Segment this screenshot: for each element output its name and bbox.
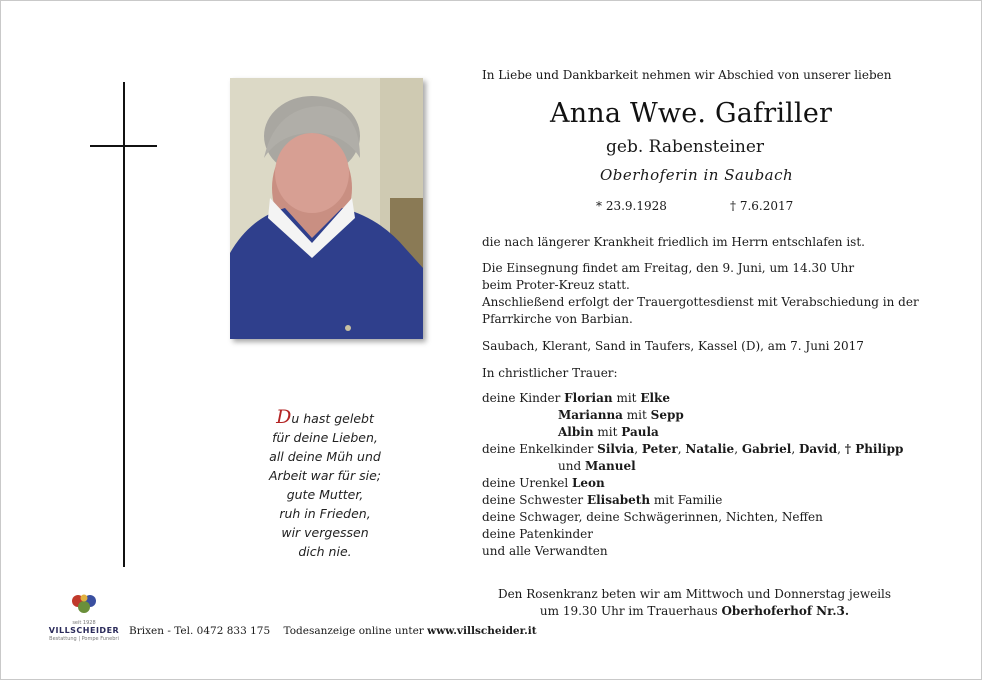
connector: mit [616, 391, 637, 405]
poem-line: für deine Lieben, [272, 430, 378, 445]
child-name: Marianna [558, 408, 623, 422]
maiden-name: geb. Rabensteiner [606, 137, 765, 157]
birth-date: * 23.9.1928 [596, 199, 667, 213]
logo-tagline: Bestattung | Pompe Funebri [49, 636, 119, 642]
great-grandchild-line [482, 475, 922, 492]
in-laws-line: deine Schwager, deine Schwägerinnen, Nichten, Neffen [482, 510, 823, 524]
grandchild-name: Silvia [597, 442, 635, 456]
great-grandchild-label: deine Urenkel [482, 476, 569, 490]
poem-first-line [230, 408, 420, 428]
poem-line: all deine Müh und [269, 449, 381, 464]
sister-line [482, 492, 922, 509]
child-name: Albin [558, 425, 594, 439]
residence: Oberhoferin in Saubach [600, 166, 794, 184]
grandchildren-line [482, 458, 922, 475]
grandchild-deceased: † Philipp [844, 442, 904, 456]
grandchild-name: Gabriel [741, 442, 792, 456]
grandchild-name: Manuel [584, 459, 636, 473]
sister-suffix: mit Familie [653, 493, 723, 507]
spouse-name: Sepp [650, 408, 684, 422]
grandchildren-line: deine Enkelkinder Silvia, Peter, Natalie, Gabriel, David, † Philipp [482, 442, 904, 456]
logo-name: VILLSCHEIDER [48, 626, 120, 635]
cross-icon [123, 82, 125, 567]
sister-name: Elisabeth [586, 493, 651, 507]
passing-text: die nach längerer Krankheit friedlich im Herrn entschlafen ist. [482, 235, 865, 249]
poem-initial: D [276, 406, 292, 428]
connector: mit [597, 425, 618, 439]
children-line [482, 407, 922, 424]
memorial-poem [230, 408, 420, 561]
godchildren-line: deine Patenkinder [482, 527, 593, 541]
rosary-notice [482, 586, 907, 620]
ceremony-line: Pfarrkirche von Barbian. [482, 312, 633, 326]
great-grandchild-name: Leon [571, 476, 605, 490]
children-line [482, 424, 922, 441]
grandchild-name: David [798, 442, 838, 456]
portrait-photo [230, 78, 423, 339]
relatives-line: und alle Verwandten [482, 544, 608, 558]
rosary-line: Den Rosenkranz beten wir am Mittwoch und Donnerstag jeweils [497, 587, 892, 601]
poem-line: gute Mutter, [286, 487, 364, 502]
poem-line: wir vergessen [281, 525, 369, 540]
poem-line: dich nie. [298, 544, 352, 559]
ceremony-line: Die Einsegnung findet am Freitag, den 9. Juni, um 14.30 Uhr [482, 261, 855, 275]
logo-since: seit 1928 [72, 620, 96, 626]
footer-contact: Brixen - Tel. 0472 833 175 [129, 625, 271, 637]
location-date: Saubach, Klerant, Sand in Taufers, Kassel (D), am 7. Juni 2017 [482, 339, 864, 353]
poem-line: ruh in Frieden, [279, 506, 371, 521]
children-line [482, 390, 922, 407]
deceased-name: Anna Wwe. Gafriller [550, 98, 833, 129]
rosary-line [482, 603, 907, 620]
cross-icon-bar [90, 145, 157, 147]
children-label: deine Kinder [482, 391, 561, 405]
grandchildren-label: deine Enkelkinder [482, 442, 594, 456]
grandchild-name: Natalie [685, 442, 735, 456]
rosary-location: Oberhoferhof Nr.3. [721, 604, 850, 618]
ceremony-line: Anschließend erfolgt der Trauergottesdienst mit Verabschiedung in der [482, 295, 919, 309]
poem-line: Arbeit war für sie; [269, 468, 381, 483]
ceremony-text [482, 260, 922, 328]
logo-emblem-icon [67, 592, 101, 616]
grandchild-name: Peter [641, 442, 678, 456]
death-date: † 7.6.2017 [730, 199, 794, 213]
sister-label: deine Schwester [482, 493, 584, 507]
footer [129, 624, 537, 638]
poem-first-rest: u hast gelebt [291, 411, 374, 426]
rosary-text: um 19.30 Uhr im Trauerhaus [539, 604, 718, 618]
connector: und [558, 459, 582, 473]
connector: mit [626, 408, 647, 422]
family-list [482, 390, 922, 560]
spouse-name: Elke [640, 391, 670, 405]
intro-text: In Liebe und Dankbarkeit nehmen wir Abschied von unserer lieben [482, 68, 892, 82]
spouse-name: Paula [621, 425, 659, 439]
footer-website-link[interactable]: www.villscheider.it [427, 625, 537, 637]
ceremony-line: beim Proter-Kreuz statt. [482, 278, 630, 292]
child-name: Florian [564, 391, 613, 405]
funeral-home-logo [48, 592, 120, 642]
footer-online: Todesanzeige online unter [283, 625, 424, 637]
mourning-heading: In christlicher Trauer: [482, 366, 618, 380]
